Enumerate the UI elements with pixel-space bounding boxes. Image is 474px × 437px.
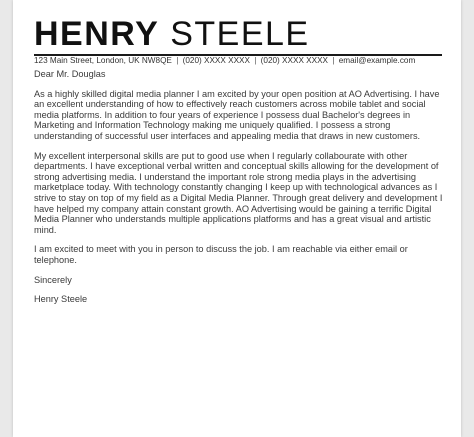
- separator: |: [332, 56, 335, 65]
- letter-page: [13, 0, 461, 437]
- mobile: (020) XXXX XXXX: [260, 56, 329, 65]
- contact-line: [34, 56, 415, 65]
- paragraph-1: As a highly skilled digital media planner I am excited by your open position at AO Advertising. I have an excellent understanding of how to effectively reach customers across mobile tablet and social media platforms. In addition to four years of experience I possess dual Bachelor's degrees in Marketing and Information Technology making me uniquely qualified. I possess a strong understanding of successful user interfaces and appealing media that draws in new customers.: [34, 88, 440, 141]
- address: 123 Main Street, London, UK NW8QE: [34, 56, 172, 65]
- last-name: STEELE: [170, 15, 310, 53]
- page-title: [34, 14, 310, 54]
- separator: |: [254, 56, 257, 65]
- letter-body: [34, 69, 444, 314]
- signature: Henry Steele: [34, 294, 88, 305]
- separator: |: [176, 56, 179, 65]
- closing: Sincerely: [34, 274, 72, 285]
- paragraph-2: My excellent interpersonal skills are put to good use when I regularly collabourate with other departments. I have exceptional verbal written and conceptual skills allowing for the development of strong advertising media. I understand the important role strong media plays in the advertising marketplace today. With technology constantly changing I keep up with technological advances as I strive to stay on top of my field as a Digital Media Planner. Through great delivery and development I have helped my company attain constant growth. AO Advertising would be gaining a terrific Digital Media Planner who understands multiple applications platforms and has a great visual and artistic mind.: [34, 150, 443, 235]
- email: email@example.com: [338, 56, 416, 65]
- salutation: Dear Mr. Douglas: [34, 69, 106, 79]
- paragraph-3: I am excited to meet with you in person to discuss the job. I am reachable via either email or telephone.: [34, 244, 408, 265]
- first-name: HENRY: [34, 15, 160, 53]
- phone: (020) XXXX XXXX: [182, 56, 250, 65]
